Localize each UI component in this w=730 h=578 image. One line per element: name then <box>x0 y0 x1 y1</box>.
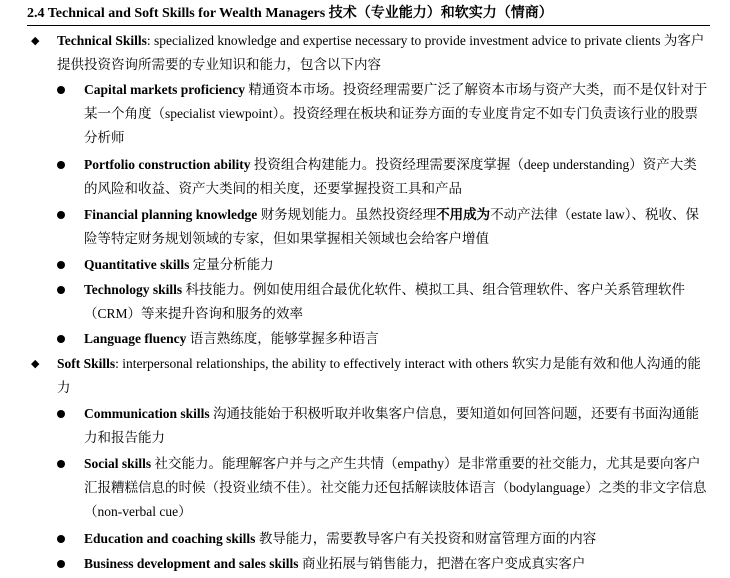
item-term: Quantitative skills <box>84 257 190 272</box>
list-item <box>84 527 710 551</box>
bullet-dot-icon <box>57 335 65 343</box>
item-term: Language fluency <box>84 331 187 346</box>
list-item <box>84 452 710 524</box>
technical-skills-term: Technical Skills <box>57 33 147 48</box>
bullet-dot-icon <box>57 460 65 468</box>
list-item <box>84 327 710 351</box>
bullet-dot-icon <box>57 560 65 568</box>
technical-skills-description: : specialized knowledge and expertise necessary to provide investment advice to private clients 为客户提供投资咨询所需要的专业知识和能力，包含以下内容 <box>57 33 705 72</box>
item-term: Capital markets proficiency <box>84 82 245 97</box>
diamond-bullet-icon: ◆ <box>31 35 40 47</box>
list-item <box>84 278 710 326</box>
bullet-dot-icon <box>57 86 65 94</box>
section-heading: 2.4 Technical and Soft Skills for Wealth Managers 技术（专业能力）和软实力（情商） <box>27 5 710 26</box>
item-description: 沟通技能始于积极听取并收集客户信息，要知道如何回答问题，还要有书面沟通能力和报告能力 <box>84 406 700 445</box>
item-description: 社交能力。能理解客户并与之产生共情（empathy）是非常重要的社交能力，尤其是要向客户汇报糟糕信息的时候（投资业绩不佳）。社交能力还包括解读肢体语言（bodylanguage）之类的非文字信息（non-verbal cue） <box>84 456 707 519</box>
soft-skills-paragraph <box>57 352 710 400</box>
item-description: 语言熟练度，能够掌握多种语言 <box>186 331 379 346</box>
bullet-dot-icon <box>57 410 65 418</box>
item-description: 商业拓展与销售能力，把潜在客户变成真实客户 <box>298 556 586 571</box>
list-item <box>84 402 710 450</box>
item-description: 教导能力，需要教导客户有关投资和财富管理方面的内容 <box>255 531 597 546</box>
item-description-cont: 不动产法律（estate law）、税收、保险等特定财务规划领域的专家，但如果掌握相关领域也会给客户增值 <box>84 207 700 246</box>
bullet-dot-icon <box>57 535 65 543</box>
item-term: Business development and sales skills <box>84 556 299 571</box>
bullet-dot-icon <box>57 211 65 219</box>
list-item <box>84 203 710 251</box>
item-term: Communication skills <box>84 406 210 421</box>
item-term: Social skills <box>84 456 152 471</box>
item-description: 定量分析能力 <box>189 257 274 272</box>
item-description: 投资组合构建能力。投资经理需要深度掌握（deep understanding）资产大类的风险和收益、资产大类间的相关度，还要掌握投资工具和产品 <box>84 157 697 196</box>
item-description: 精通资本市场。投资经理需要广泛了解资本市场与资产大类，而不是仅针对于某一个角度（specialist viewpoint）。投资经理在板块和证券方面的专业度肯定不如专门负责该行业的股票分析师 <box>84 82 708 145</box>
item-description: 财务规划能力。虽然投资经理 <box>257 207 437 222</box>
item-term: Technology skills <box>84 282 183 297</box>
item-term: Portfolio construction ability <box>84 157 251 172</box>
item-description: 科技能力。例如使用组合最优化软件、模拟工具、组合管理软件、客户关系管理软件（CRM）等来提升咨询和服务的效率 <box>84 282 686 321</box>
diamond-bullet-icon: ◆ <box>31 358 40 370</box>
item-term: Education and coaching skills <box>84 531 256 546</box>
list-item <box>84 78 710 150</box>
list-item <box>84 552 710 576</box>
bullet-dot-icon <box>57 286 65 294</box>
soft-skills-description: : interpersonal relationships, the ability to effectively interact with others 软实力是能有效和他人沟通的能力 <box>57 356 701 395</box>
technical-skills-paragraph <box>57 29 710 77</box>
bullet-dot-icon <box>57 261 65 269</box>
list-item <box>84 253 710 277</box>
soft-skills-term: Soft Skills <box>57 356 116 371</box>
emphasis-text: 不用成为 <box>436 207 491 222</box>
list-item <box>84 153 710 201</box>
bullet-dot-icon <box>57 161 65 169</box>
item-term: Financial planning knowledge <box>84 207 258 222</box>
